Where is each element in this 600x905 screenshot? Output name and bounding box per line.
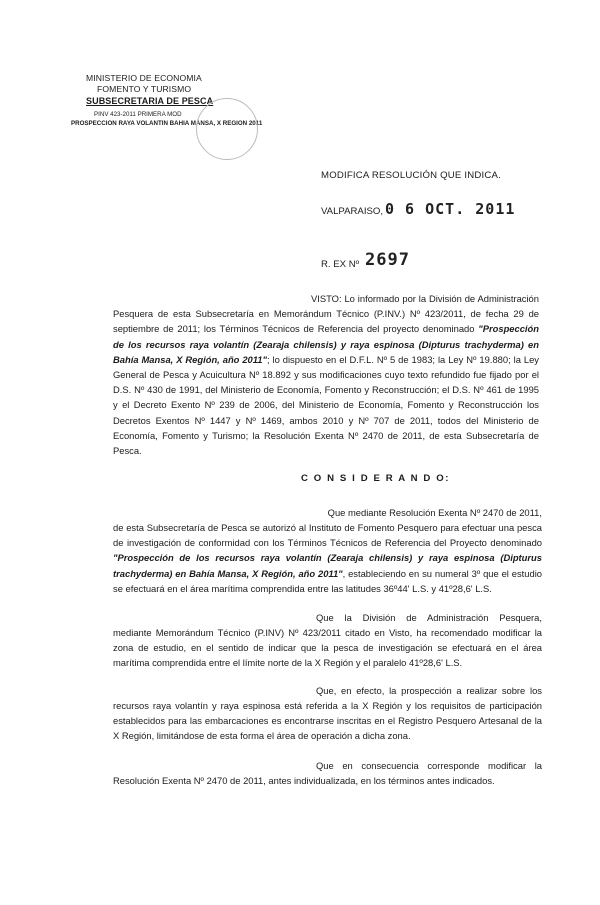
- reference-project: PROSPECCION RAYA VOLANTIN BAHIA MANSA, X REGION 2011: [71, 120, 263, 127]
- considerando-1-lead: Que mediante Resolución Exenta Nº 2470 de 2011,: [327, 507, 542, 518]
- considerando-heading: C O N S I D E R A N D O:: [301, 473, 451, 484]
- ministry-subname: FOMENTO Y TURISMO: [97, 84, 192, 94]
- considerando-3-paragraph: recursos raya volantín y raya espinosa está referida a la X Región y los requisitos de participación establecidos para las embarcaciones es encontrarse inscritas en el Registro Pesquero Artesanal de la X Región, limitándose de esta forma el área de operación a dicha zona.: [113, 700, 542, 742]
- visto-project-name: "Prospección de los recursos raya volantín (Zearaja chilensis) y raya espinosa (Dipturus trachyderma) en Bahía Mansa, X Región, año 2011": [113, 323, 539, 365]
- visto-text-2: ; lo dispuesto en el D.F.L. Nº 5 de 1983; la Ley Nº 19.880; la Ley General de Pesca y Acuicultura Nº 18.892 y sus modificaciones cuyo texto refundido fue fijado por el D.S. Nº 430 de 1991, del Ministerio de Economía, Fomento y Reconstrucción; el D.S. Nº 461 de 1995 y el Decreto Exento Nº 239 de 2006, del Ministerio de Economía, Fomento y Reconstrucción los Decretos Exentos Nº 1447 y Nº 1469, ambos 2010 y Nº 707 de 2011, todos del Ministerio de Economía, Fomento y Turismo; la Resolución Exenta Nº 2470 de 2011, de esta Subsecretaría de Pesca.: [113, 353, 539, 457]
- considerando-2-paragraph: mediante Memorándum Técnico (P.INV) Nº 423/2011 citado en Visto, ha recomendado modificar la zona de estudio, en el sentido de indicar que la pesca de investigación se efectuará en el área marítima comprendida entre el límite norte de la X Región y el paralelo 41º28,6' L.S.: [113, 627, 542, 669]
- ministry-name: MINISTERIO DE ECONOMIA: [86, 73, 202, 83]
- rex-label: R. EX Nº: [321, 259, 360, 270]
- visto-label: VISTO:: [311, 293, 342, 304]
- visto-text-1: Lo informado por la División de Administración Pesquera de esta Subsecretaría en Memorándum Técnico (P.INV.) Nº 423/2011, de fecha 29 de septiembre de 2011; los Términos Técnicos de Referencia del proyecto denominado: [113, 293, 539, 335]
- resolution-number: 2697: [365, 250, 410, 270]
- reference-code: PINV 423-2011 PRIMERA MOD: [94, 111, 182, 118]
- seal-stamp: [196, 98, 258, 160]
- considerando-2-lead: Que la División de Administración Pesquera,: [316, 612, 542, 623]
- visto-paragraph: [113, 291, 539, 458]
- considerando-1-text-1: de esta Subsecretaría de Pesca se autorizó al Instituto de Fomento Pesquero para efectuar una pesca de investigación de conformidad con los Términos Técnicos de Referencia del Proyecto denominado: [113, 522, 542, 549]
- considerando-1-text-2: , estableciendo en su numeral 3º que el estudio se efectuará en el área marítima comprendida entre las latitudes 36º44' L.S. y 41º28,6' L.S.: [113, 567, 542, 594]
- document-title: MODIFICA RESOLUCIÓN QUE INDICA.: [321, 170, 501, 181]
- considerando-4-paragraph: Resolución Exenta Nº 2470 de 2011, antes individualizada, en los términos antes indicados.: [113, 775, 495, 786]
- considerando-1-paragraph: [113, 520, 542, 596]
- subsecretaria-name: SUBSECRETARIA DE PESCA: [86, 96, 214, 106]
- considerando-3-lead: Que, en efecto, la prospección a realizar sobre los: [316, 685, 542, 696]
- date-stamp: 0 6 OCT. 2011: [385, 200, 516, 218]
- place-label: VALPARAISO,: [321, 206, 384, 217]
- considerando-1-project-name: "Prospección de los recursos raya volantín (Zearaja chilensis) y raya espinosa (Dipturus trachyderma) en Bahía Mansa, X Región, año 2011": [113, 552, 542, 579]
- considerando-4-lead: Que en consecuencia corresponde modificar la: [316, 760, 542, 771]
